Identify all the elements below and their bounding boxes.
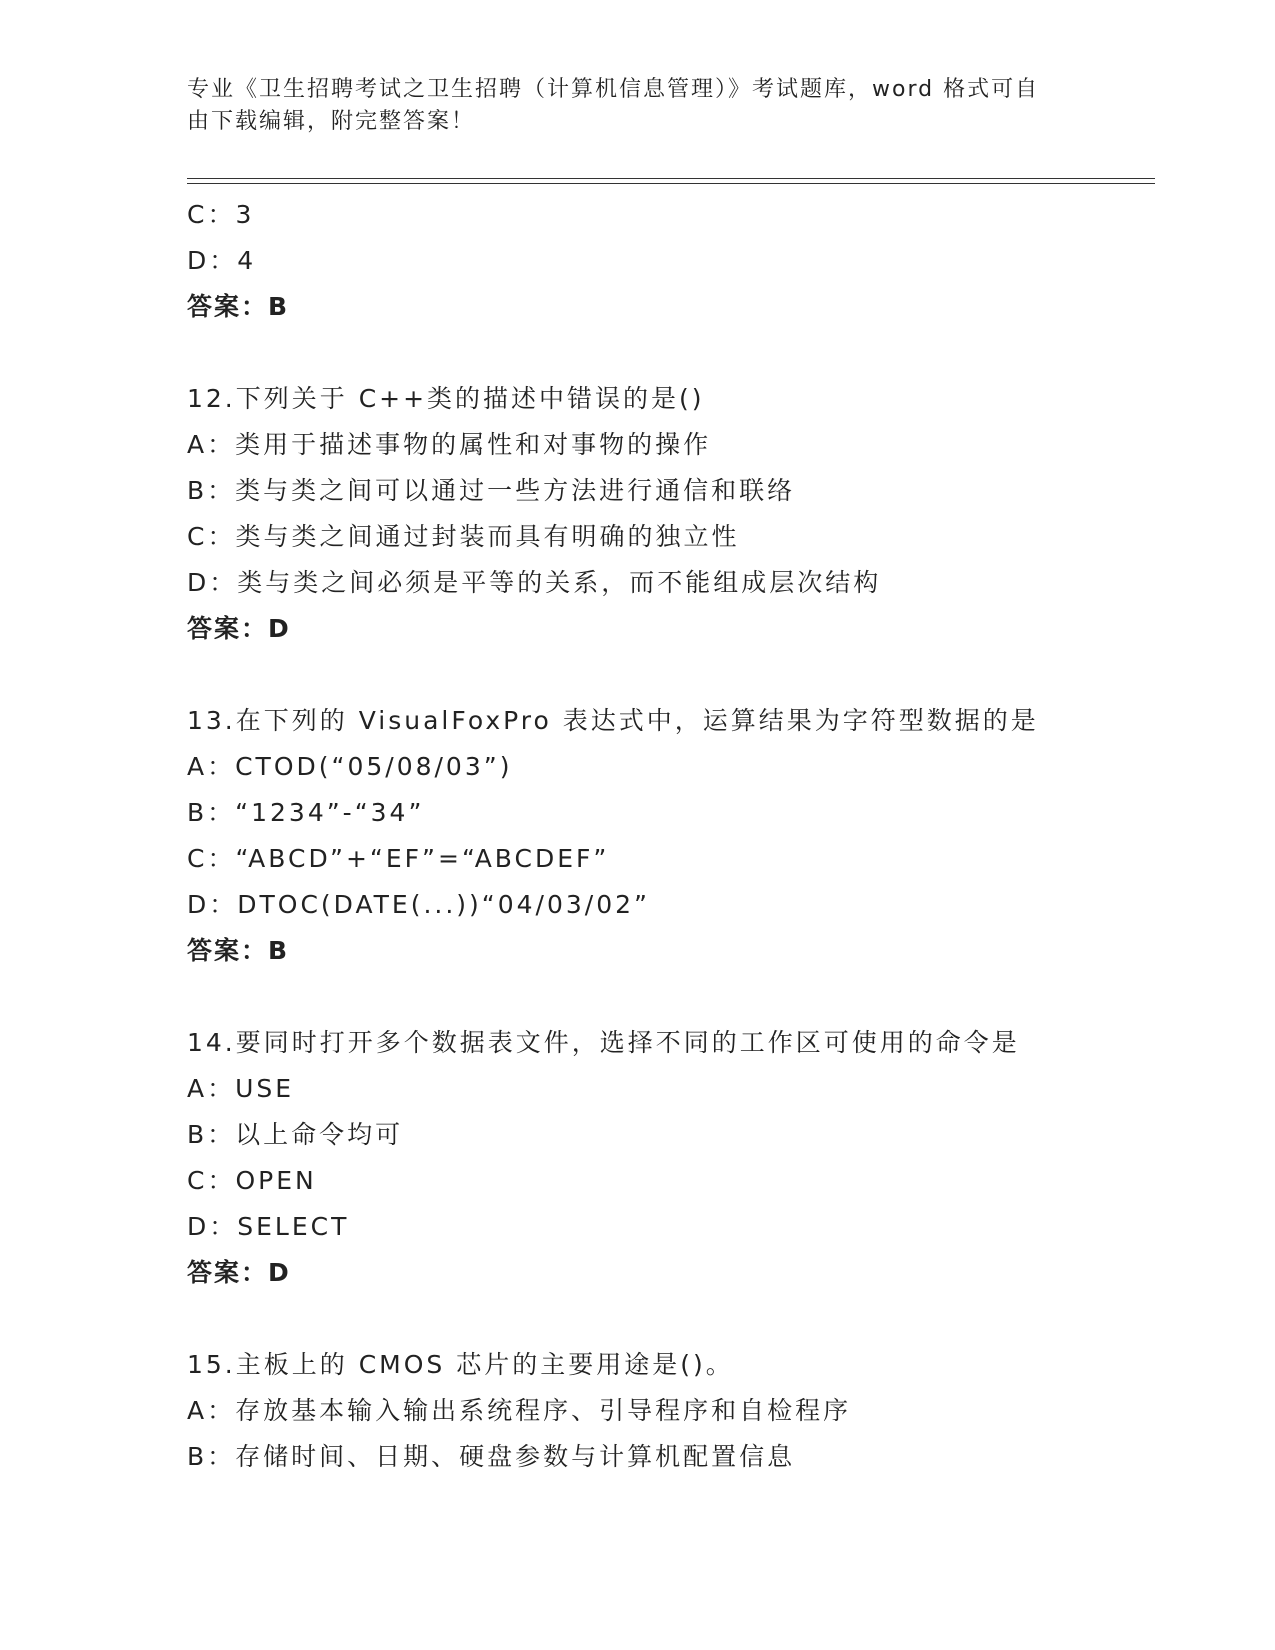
header-line-1: 专业《卫生招聘考试之卫生招聘（计算机信息管理）》考试题库，word 格式可自	[187, 77, 1040, 102]
option-b: B：存储时间、日期、硬盘参数与计算机配置信息	[187, 1442, 796, 1471]
option-d: D：SELECT	[187, 1212, 350, 1241]
answer: 答案：B	[187, 936, 290, 965]
option-c: C：“ABCD”+“EF”=“ABCDEF”	[187, 844, 610, 873]
question-text: 15.主板上的 CMOS 芯片的主要用途是()。	[187, 1350, 734, 1379]
spacer	[187, 652, 1155, 698]
spacer	[187, 330, 1155, 376]
option-d: D：DTOC(DATE(...))“04/03/02”	[187, 890, 650, 919]
option-a: A：USE	[187, 1074, 295, 1103]
spacer	[187, 1296, 1155, 1342]
header-divider-bottom	[187, 183, 1155, 184]
option-c: C：OPEN	[187, 1166, 317, 1195]
option-d: D：类与类之间必须是平等的关系，而不能组成层次结构	[187, 568, 882, 597]
answer: 答案：D	[187, 614, 291, 643]
option-b: B：类与类之间可以通过一些方法进行通信和联络	[187, 476, 796, 505]
option-a: A：类用于描述事物的属性和对事物的操作	[187, 430, 712, 459]
option-c: C：类与类之间通过封装而具有明确的独立性	[187, 522, 740, 551]
page-header	[187, 74, 1087, 138]
option-b: B：以上命令均可	[187, 1120, 404, 1149]
option-b: B：“1234”-“34”	[187, 798, 425, 827]
header-line-2: 由下载编辑，附完整答案！	[187, 109, 476, 134]
option-d: D：4	[187, 246, 257, 275]
option-a: A：存放基本输入输出系统程序、引导程序和自检程序	[187, 1396, 852, 1425]
answer: 答案：B	[187, 292, 290, 321]
option-a: A：CTOD(“05/08/03”)	[187, 752, 513, 781]
question-content	[187, 192, 1155, 1480]
spacer	[187, 974, 1155, 1020]
option-c: C：3	[187, 200, 255, 229]
question-text: 13.在下列的 VisualFoxPro 表达式中，运算结果为字符型数据的是	[187, 706, 1039, 735]
question-text: 12.下列关于 C++类的描述中错误的是()	[187, 384, 705, 413]
question-text: 14.要同时打开多个数据表文件，选择不同的工作区可使用的命令是	[187, 1028, 1020, 1057]
header-divider-top	[187, 178, 1155, 179]
answer: 答案：D	[187, 1258, 291, 1287]
